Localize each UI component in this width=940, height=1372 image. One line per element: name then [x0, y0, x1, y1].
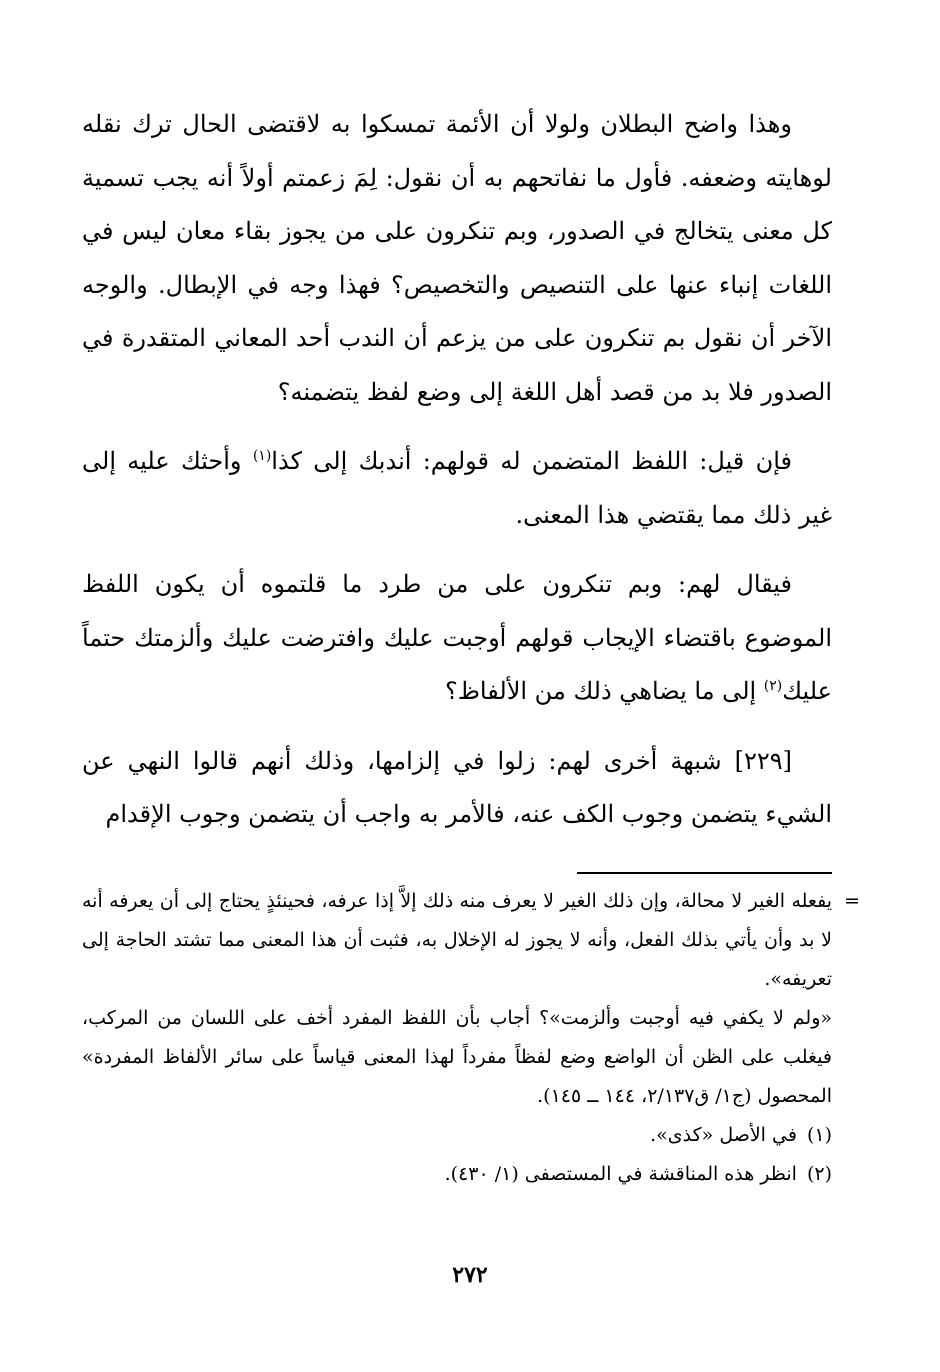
paragraph-1: وهذا واضح البطلان ولولا أن الأئمة تمسكوا به لاقتضى الحال ترك نقله لوهايته وضعفه. فأول ما نفاتحهم به أن نقول: لِمَ زعمتم أولاً أنه يجب تسمية كل معنى يتخالج في الصدور، وبم تنكرون على من يجوز بقاء معان ليس في اللغات إنباء عنها على التنصيص والتخصيص؟ فهذا وجه في الإبطال. والوجه الآخر أن نقول بم تنكرون على من يزعم أن الندب أحد المعاني المتقدرة في الصدور فلا بد من قصد أهل اللغة إلى وضع لفظ يتضمنه؟: [82, 110, 832, 406]
footnote-reference-2: (٢): [763, 678, 783, 694]
paragraph-2-text-start: فإن قيل: اللفظ المتضمن له قولهم: أندبك إلى كذا: [271, 447, 792, 475]
footnote-2-number: (٢): [806, 1163, 832, 1185]
footnotes-section: [82, 882, 860, 1194]
page-number: ٢٧٢: [452, 1262, 488, 1288]
footnote-continuation-text-2: «ولم لا يكفي فيه أوجبت وألزمت»؟ أجاب بأن اللفظ المفرد أخف على اللسان من المركب، فيغلب على الظن أن الواضع وضع لفظاً مفرداً لهذا المعنى قياساً على سائر الألفاظ المفردة» المحصول (ج١/ ق٢/١٣٧، ١٤٤ ــ ١٤٥).: [82, 1007, 832, 1107]
continuation-mark: =: [844, 890, 860, 912]
paragraph-2-text-end: وأحثك عليه إلى غير ذلك مما يقتضي هذا المعنى.: [82, 447, 832, 529]
footnote-continuation-text: يفعله الغير لا محالة، وإن ذلك الغير لا يعرف منه ذلك إلاَّ إذا عرفه، فحينئذٍ يحتاج إلى أن يعرفه أنه لا بد وأن يأتي بذلك الفعل، وأنه لا يجوز له الإخلال به، فثبت أن هذا المعنى مما تشتد الحاجة إلى تعريفه».: [82, 890, 832, 990]
paragraph-3: [82, 558, 832, 719]
footnote-separator: [577, 872, 832, 874]
paragraph-4: [٢٢٩] شبهة أخرى لهم: زلوا في إلزامها، وذلك أنهم قالوا النهي عن الشيء يتضمن وجوب الكف عنه، فالأمر به واجب أن يتضمن وجوب الإقدام: [82, 746, 832, 828]
footnote-continuation: [82, 882, 860, 999]
footnote-2-text: انظر هذه المناقشة في المستصفى (١/ ٤٣٠).: [444, 1163, 797, 1185]
footnote-1: [82, 1116, 832, 1155]
footnote-1-text: في الأصل «كذى».: [650, 1124, 797, 1146]
main-text-body: [82, 98, 832, 858]
footnote-2: [82, 1155, 832, 1194]
paragraph-3-text-start: فيقال لهم: وبم تنكرون على من طرد ما قلتموه أن يكون اللفظ الموضوع باقتضاء الإيجاب قولهم أوجبت عليك وافترضت عليك وألزمتك حتماً عليك: [82, 570, 832, 705]
paragraph-2: [82, 435, 832, 542]
footnote-reference-1: (١): [252, 448, 272, 464]
footnote-1-number: (١): [806, 1124, 832, 1146]
paragraph-3-text-end: إلى ما يضاهي ذلك من الألفاظ؟: [445, 677, 764, 705]
